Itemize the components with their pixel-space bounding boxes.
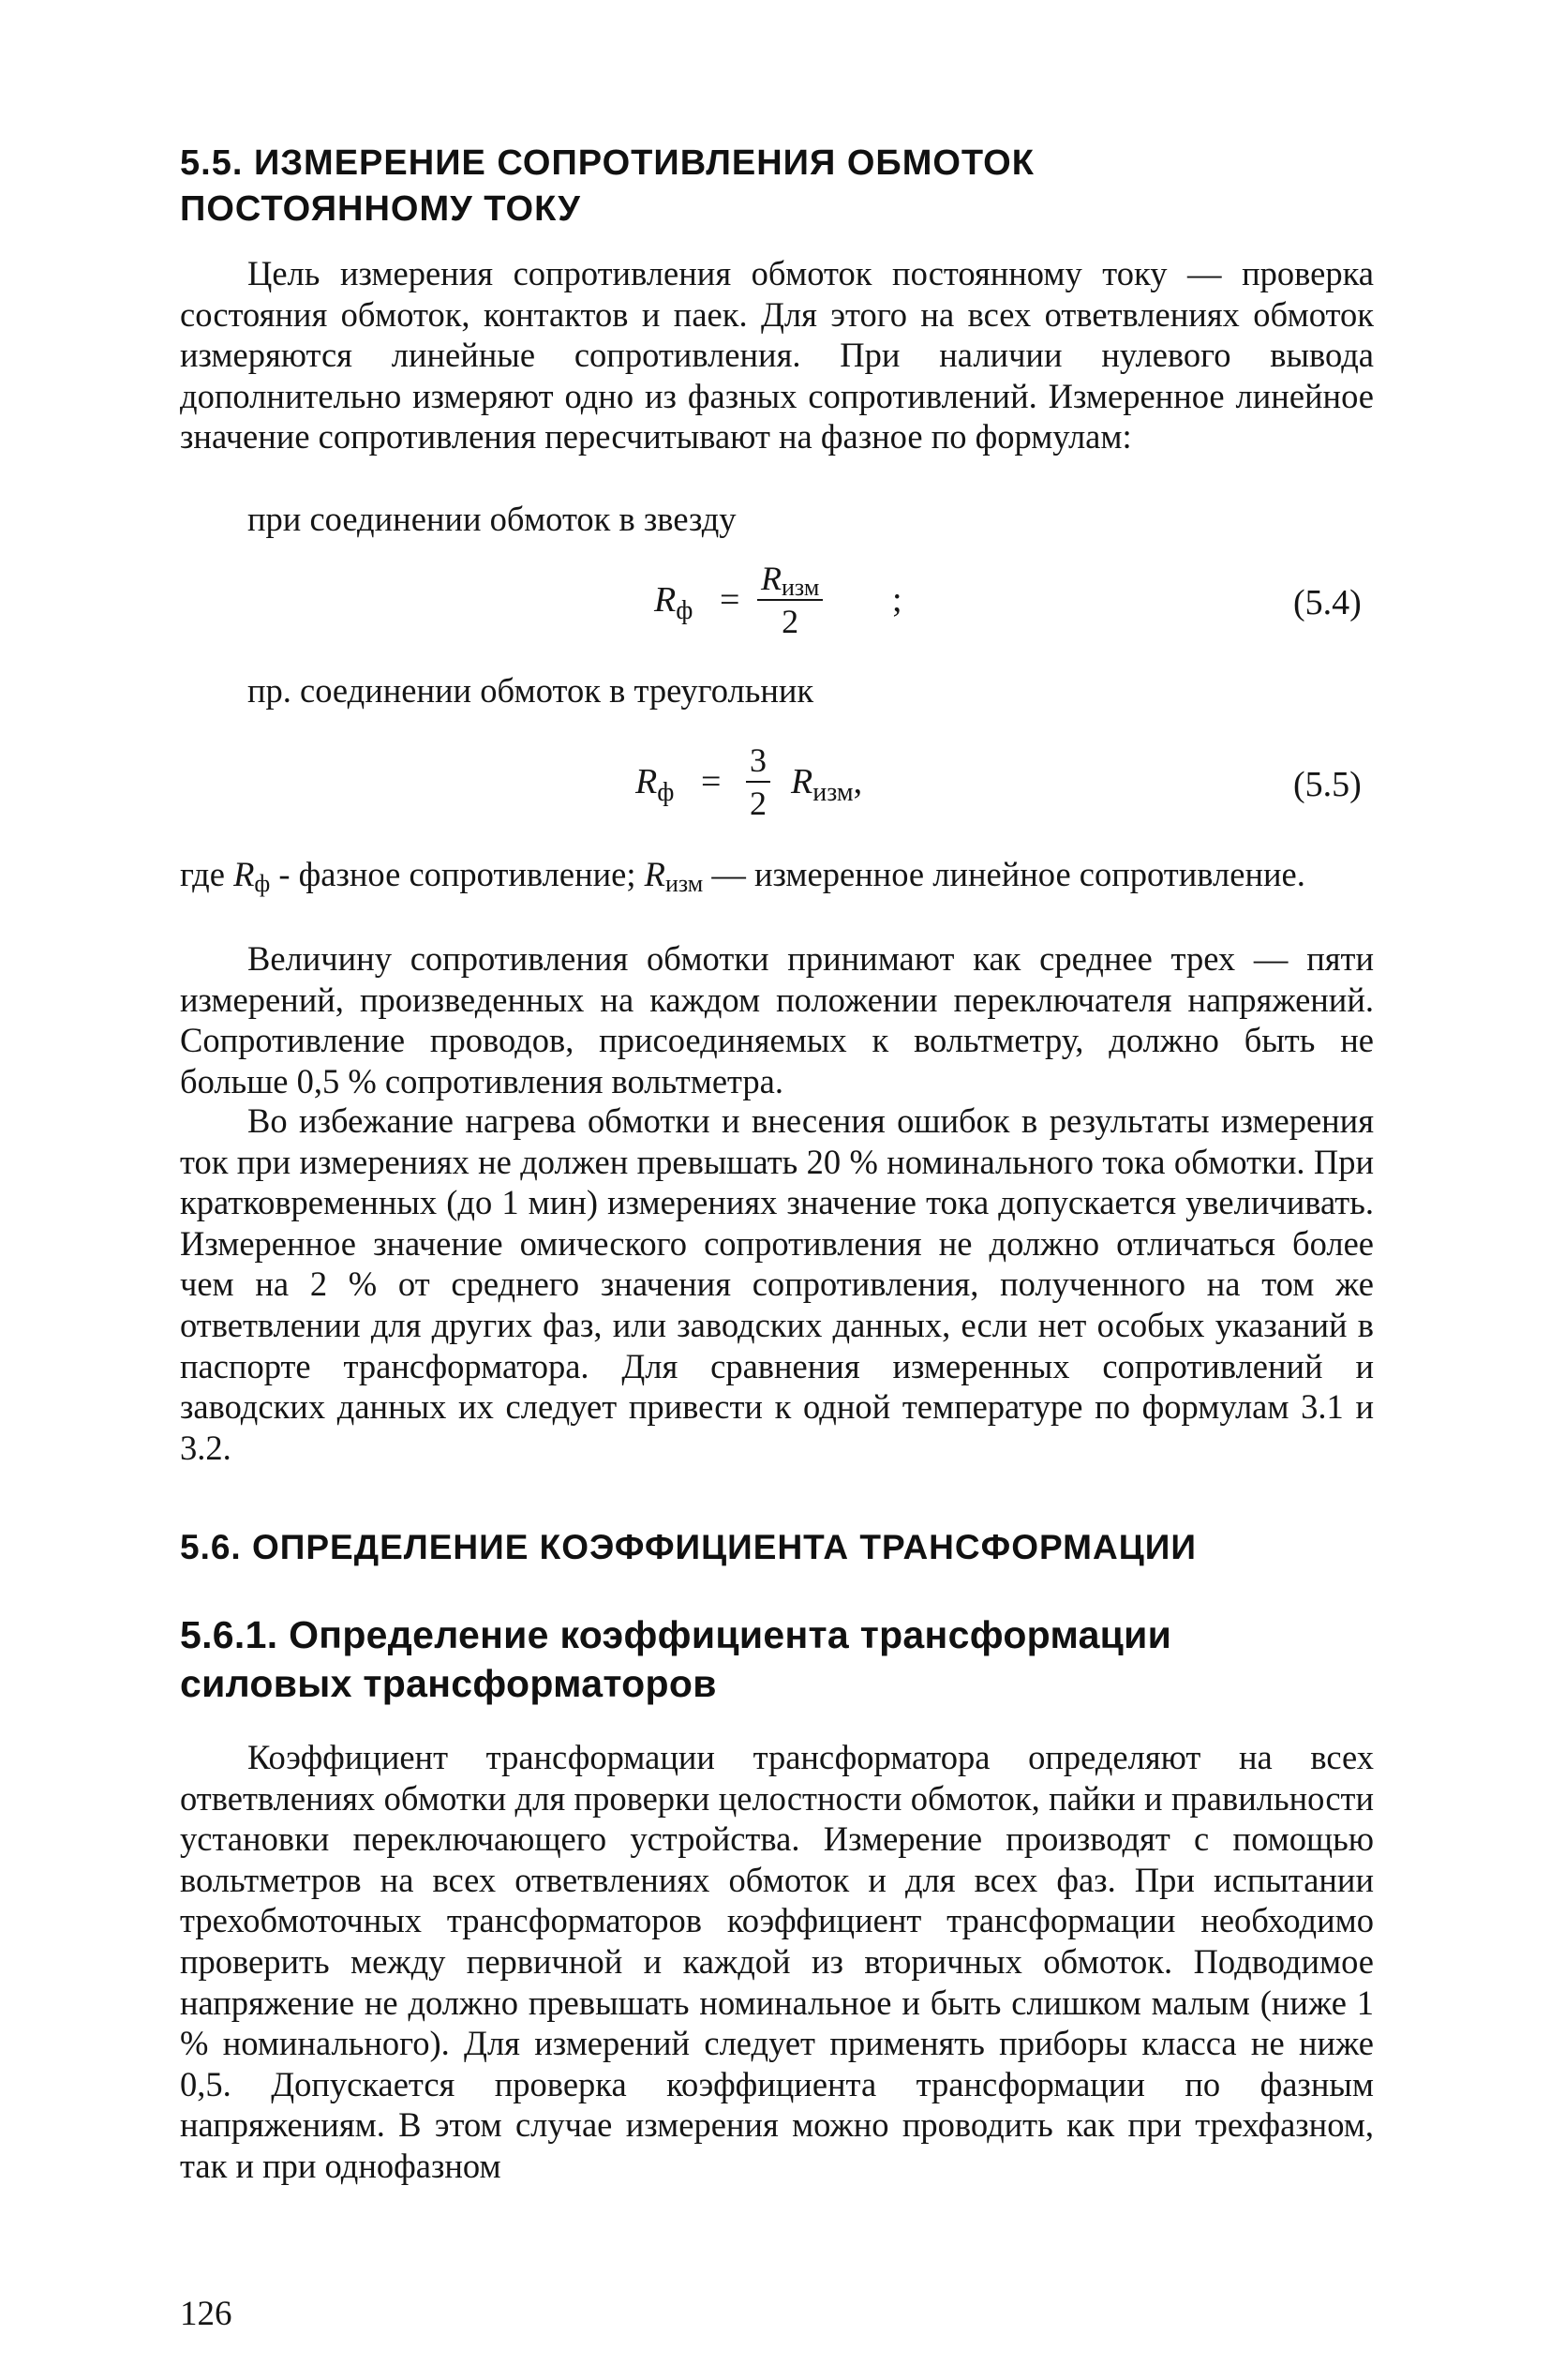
section-5-6-1-heading-line1: 5.6.1. Определение коэффициента трансформации bbox=[180, 1613, 1172, 1656]
section-5-5-paragraph-3: Во избежание нагрева обмотки и внесения ошибок в результаты измерения ток при измерениях не должен превышать 20 % номинального тока обмотки. При кратковременных (до 1 мин) измерениях значение тока допускается увеличивать. Измеренное значение омического сопротивления не должно отличаться более чем на 2 % от среднего значения сопротивления, полученного на том же ответвлении для других фаз, или заводских данных, если нет особых указаний в паспорте трансформатора. Для сравнения измеренных сопротивлений и заводских данных их следует привести к одной температуре по формулам 3.1 и 3.2. bbox=[180, 1101, 1374, 1467]
section-5-6-1-paragraph-1: Коэффициент трансформации трансформатора определяют на всех ответвлениях обмотки для проверки целостности обмоток, пайки и правильности установки переключающего устройства. Измерение производят с помощью вольтметров на всех ответвлениях обмоток и для всех фаз. При испытании трехобмоточных трансформаторов коэффициент трансформации необходимо проверить между первичной и каждой из вторичных обмоток. Подводимое напряжение не должно превышать номинальное и быть слишком малым (ниже 1 % номинального). Для измерений следует применять приборы класса не ниже 0,5. Допускается проверка коэффициента трансформации по фазным напряжениям. В этом случае измерения можно проводить как при трехфазном, так и при однофазном bbox=[180, 1738, 1374, 2185]
formula-5-4-numerator bbox=[757, 561, 823, 601]
delta-connection-line: пр. соединении обмоток в треугольник bbox=[247, 671, 814, 710]
equation-number-5-5: (5.5) bbox=[1293, 765, 1362, 804]
where-symbol-r-measured bbox=[644, 855, 704, 897]
where-mid-text: - фазное сопротивление; bbox=[270, 855, 645, 893]
where-symbol-r-measured-sub: изм bbox=[664, 870, 704, 897]
formula-5-5-rhs bbox=[791, 762, 863, 807]
where-prefix: где bbox=[180, 855, 225, 893]
formula-5-4-semicolon: ; bbox=[892, 580, 902, 620]
where-suffix-text: — измеренное линейное сопротивление. bbox=[703, 855, 1305, 893]
formula-5-5-lhs-symbol: R bbox=[635, 762, 658, 801]
formula-5-5-rhs-sub: изм bbox=[812, 778, 854, 807]
formula-5-5-fraction bbox=[746, 743, 770, 820]
formula-5-5-numerator: 3 bbox=[746, 743, 770, 783]
where-symbol-r-phase-sub: ф bbox=[254, 870, 271, 897]
formula-5-4-lhs bbox=[654, 580, 693, 625]
section-5-6-1-heading-line2: силовых трансформаторов bbox=[180, 1662, 717, 1705]
where-symbol-r-phase bbox=[233, 855, 271, 897]
formula-5-4-lhs-symbol: R bbox=[654, 580, 677, 620]
formula-5-4-denominator: 2 bbox=[782, 603, 799, 640]
section-5-6-1-heading bbox=[180, 1610, 1171, 1708]
where-definitions bbox=[180, 854, 1374, 899]
formula-5-5-lhs bbox=[635, 762, 675, 807]
section-5-5-heading-line1: 5.5. ИЗМЕРЕНИЕ СОПРОТИВЛЕНИЯ ОБМОТОК bbox=[180, 143, 1035, 183]
formula-5-5-rhs-symbol: R bbox=[791, 762, 813, 801]
formula-5-4-equals: = bbox=[720, 580, 740, 620]
formula-5-5-comma: , bbox=[853, 762, 863, 801]
section-5-5-heading-line2: ПОСТОЯННОМУ ТОКУ bbox=[180, 189, 581, 229]
formula-5-4-fraction bbox=[757, 561, 823, 638]
formula-5-5-lhs-sub: ф bbox=[657, 778, 675, 807]
formula-5-5-equals: = bbox=[701, 762, 722, 801]
formula-5-4-num-sub: изм bbox=[782, 574, 820, 601]
formula-5-4-num-symbol: R bbox=[761, 560, 782, 597]
equation-number-5-4: (5.4) bbox=[1293, 583, 1362, 622]
formula-5-4-lhs-sub: ф bbox=[676, 596, 693, 625]
page-number: 126 bbox=[180, 2295, 232, 2333]
where-symbol-r-measured-letter: R bbox=[644, 855, 665, 893]
formula-5-5 bbox=[635, 741, 863, 822]
section-5-5-paragraph-2: Величину сопротивления обмотки принимают как среднее трех — пяти измерений, произведенных на каждом положении переключателя напряжений. Сопротивление проводов, присоединяемых к вольтметру, должно быть не больше 0,5 % сопротивления вольтметра. bbox=[180, 939, 1374, 1100]
where-symbol-r-phase-letter: R bbox=[233, 855, 255, 893]
formula-5-4 bbox=[654, 560, 902, 640]
section-5-5-paragraph-1: Цель измерения сопротивления обмоток постоянному току — проверка состояния обмоток, контактов и паек. Для этого на всех ответвлениях обмоток измеряются линейные сопротивления. При наличии нулевого вывода дополнительно измеряют одно из фазных сопротивлений. Измеренное линейное значение сопротивления пересчитывают на фазное по формулам: bbox=[180, 254, 1374, 457]
formula-5-5-denominator: 2 bbox=[750, 785, 767, 822]
section-5-5-heading bbox=[180, 141, 1035, 232]
section-5-6-heading: 5.6. ОПРЕДЕЛЕНИЕ КОЭФФИЦИЕНТА ТРАНСФОРМАЦИИ bbox=[180, 1528, 1197, 1566]
star-connection-line: при соединении обмоток в звезду bbox=[247, 500, 737, 538]
